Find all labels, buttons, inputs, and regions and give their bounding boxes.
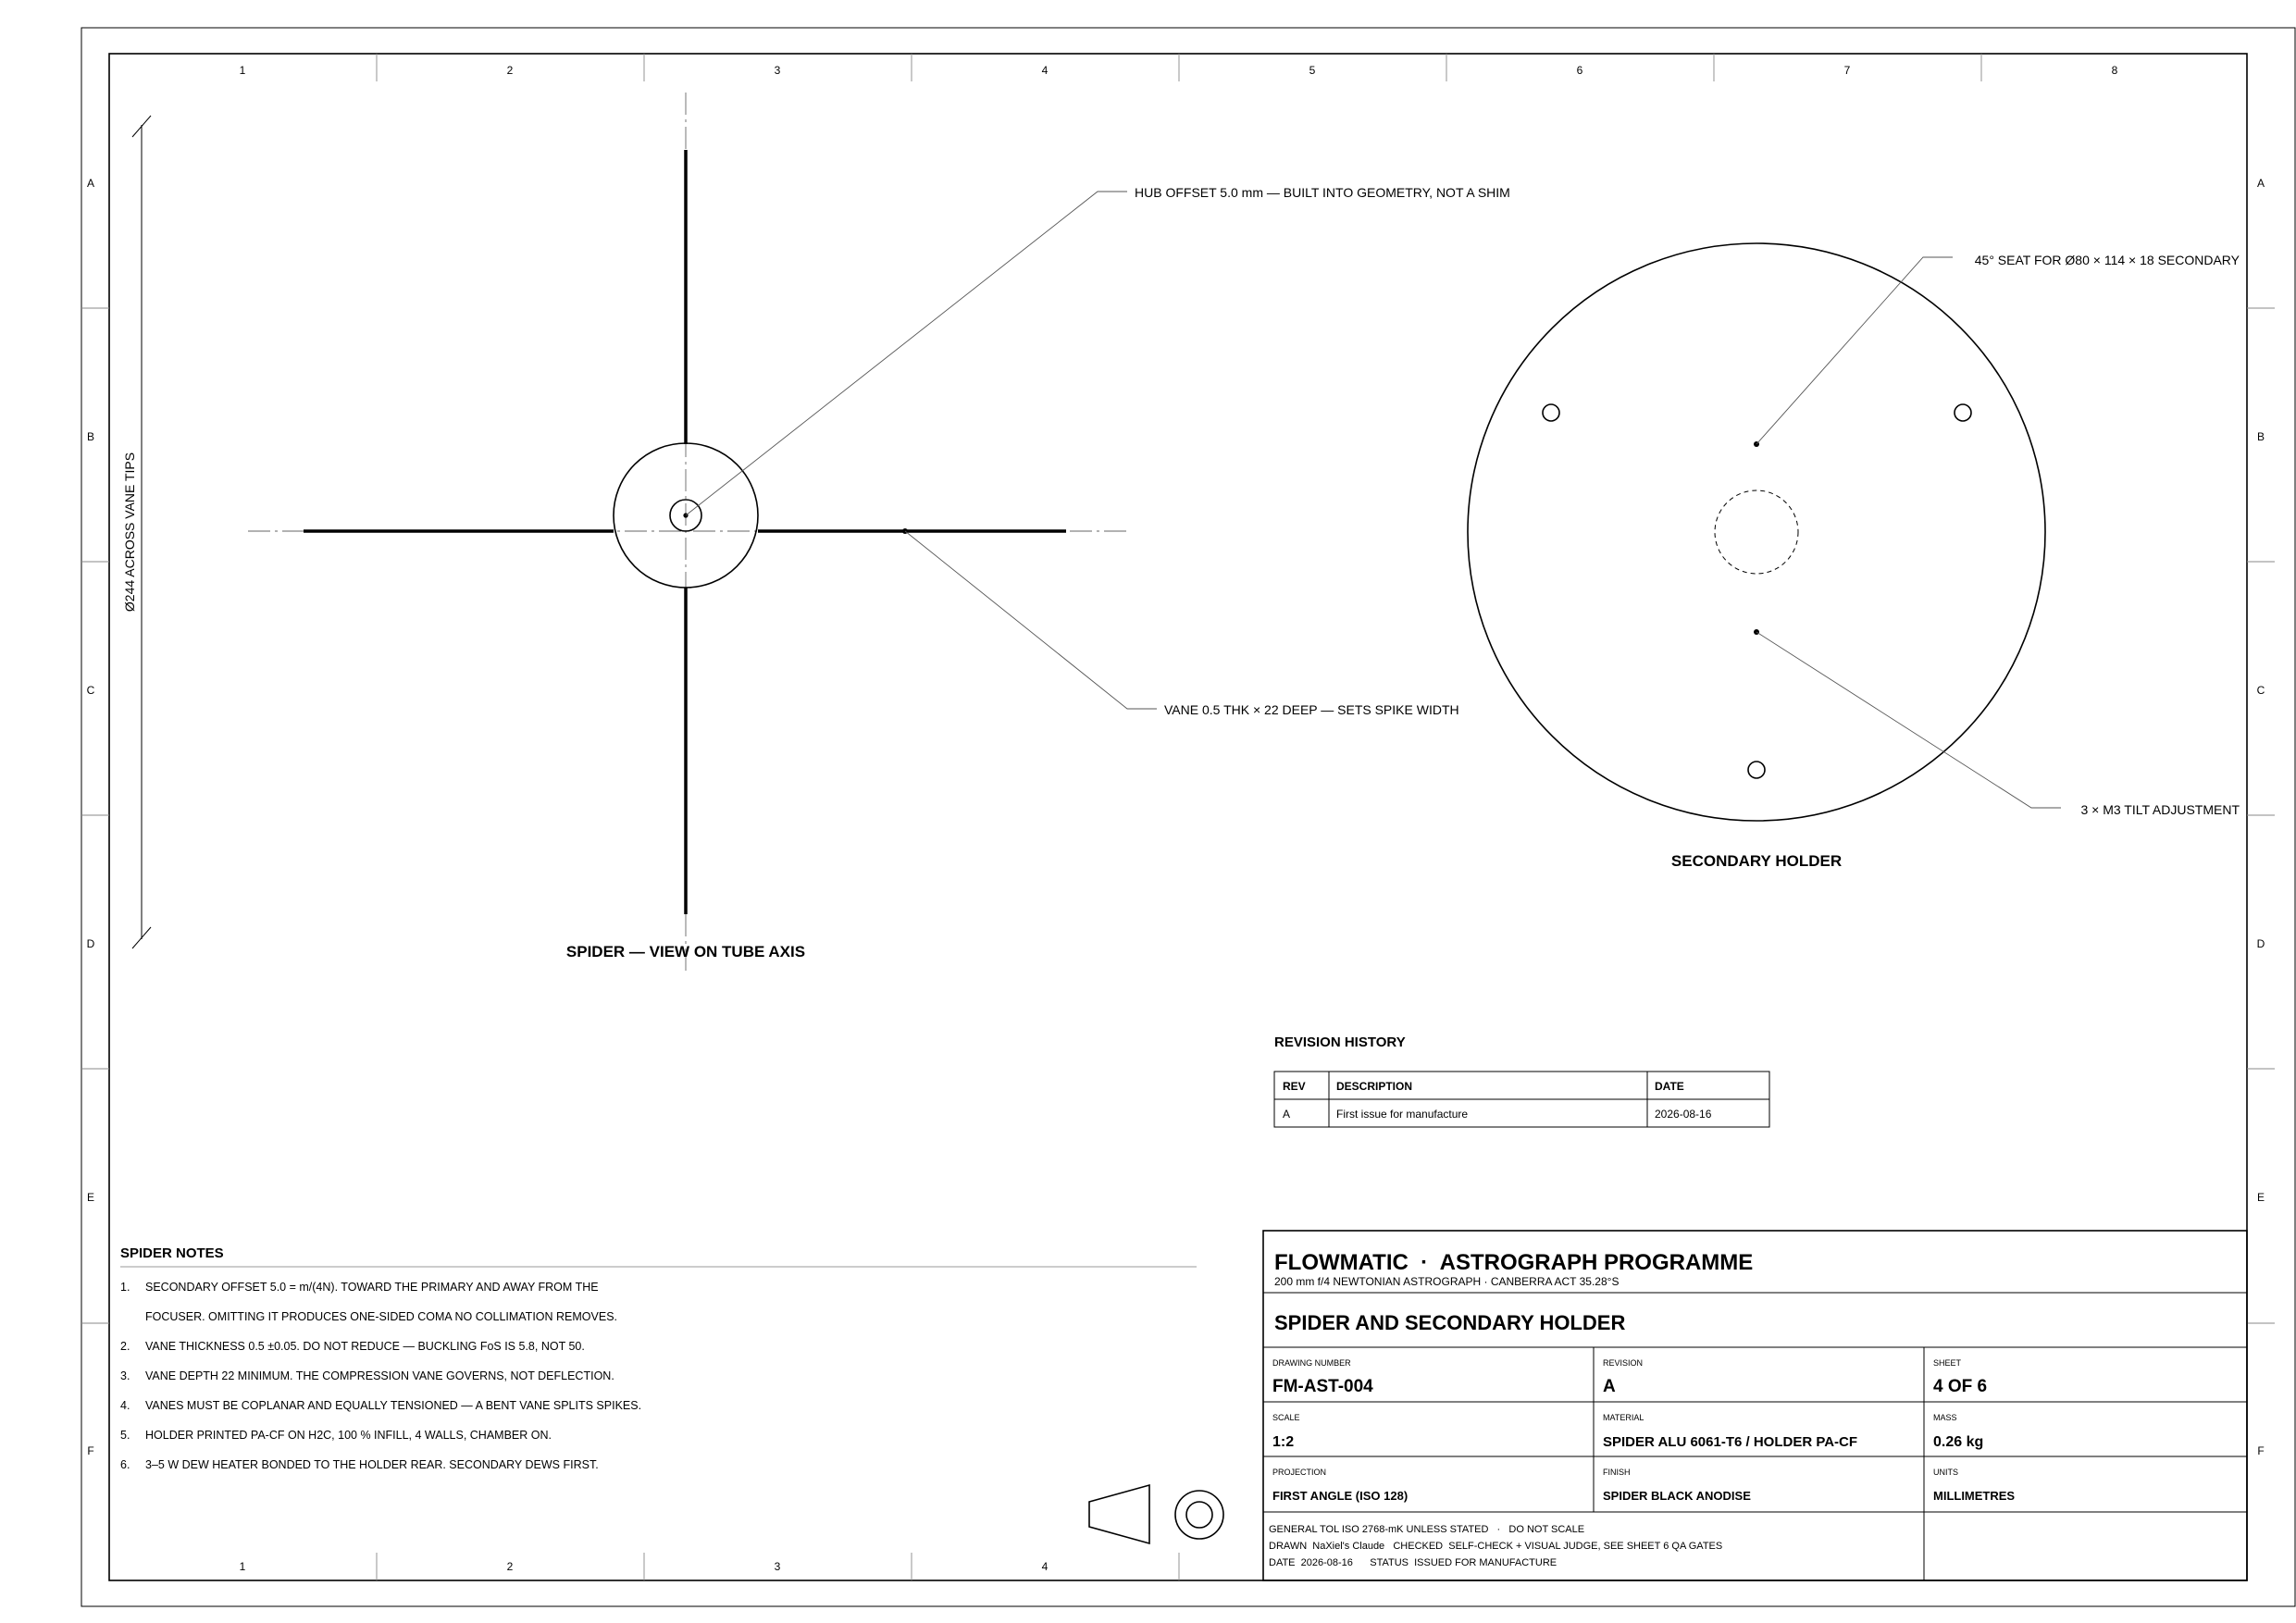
revision-value: A xyxy=(1603,1377,1616,1396)
revision-cell: 2026-08-16 xyxy=(1655,1108,1712,1121)
zone-col-label: 1 xyxy=(239,1560,246,1573)
zone-row-label: D xyxy=(86,937,95,950)
zone-col-label: 3 xyxy=(774,64,781,77)
vane-callout: VANE 0.5 THK × 22 DEEP — SETS SPIKE WIDTH xyxy=(1164,702,1459,717)
seat-callout: 45° SEAT FOR Ø80 × 114 × 18 SECONDARY xyxy=(1974,253,2240,267)
zone-col-label: 8 xyxy=(2111,64,2118,77)
material-value: SPIDER ALU 6061-T6 / HOLDER PA-CF xyxy=(1603,1434,1858,1450)
revision-cell: A xyxy=(1283,1108,1291,1121)
revision-history xyxy=(1274,1035,1769,1127)
seat-leader xyxy=(1756,257,1953,444)
zone-row-label: E xyxy=(86,1191,95,1204)
note-number: 6. xyxy=(120,1458,130,1471)
dimension-label: Ø244 ACROSS VANE TIPS xyxy=(122,452,137,613)
note-number: 5. xyxy=(120,1429,130,1442)
title-block-footer-line: DRAWN NaXiel's Claude CHECKED SELF-CHECK + VISUAL JUDGE, SEE SHEET 6 QA GATES xyxy=(1269,1541,1723,1552)
hub-leader xyxy=(686,192,1127,515)
note-text: FOCUSER. OMITTING IT PRODUCES ONE-SIDED COMA NO COLLIMATION REMOVES. xyxy=(145,1310,618,1323)
tilt-leader xyxy=(1756,632,2061,808)
spider-view xyxy=(122,93,1510,972)
spider-notes xyxy=(120,1245,1197,1471)
tilt-screw-hole xyxy=(1543,404,1559,421)
note-number: 4. xyxy=(120,1399,130,1412)
note-text: HOLDER PRINTED PA-CF ON H2C, 100 % INFILL, 4 WALLS, CHAMBER ON. xyxy=(145,1429,552,1442)
vane-leader xyxy=(905,531,1157,709)
zone-row-label: A xyxy=(86,177,95,190)
zone-row-label: F xyxy=(87,1444,94,1457)
zone-col-label: 1 xyxy=(239,64,246,77)
zone-col-label: 3 xyxy=(774,1560,781,1573)
projection-symbol-icon xyxy=(1089,1485,1223,1543)
zone-row-label: E xyxy=(2256,1191,2265,1204)
holder-secondary-seat xyxy=(1715,490,1798,574)
revision-header-rev: REV xyxy=(1283,1080,1306,1093)
finish-label: FINISH xyxy=(1603,1468,1631,1477)
revision-header-date: DATE xyxy=(1655,1080,1684,1093)
zone-col-label: 2 xyxy=(506,1560,514,1573)
note-text: VANE DEPTH 22 MINIMUM. THE COMPRESSION VANE GOVERNS, NOT DEFLECTION. xyxy=(145,1369,614,1382)
zone-col-label: 2 xyxy=(506,64,514,77)
secondary-holder-view xyxy=(1468,243,2240,870)
hub-callout: HUB OFFSET 5.0 mm — BUILT INTO GEOMETRY, NOT A SHIM xyxy=(1135,185,1510,200)
title-block-footer-line: DATE 2026-08-16 STATUS ISSUED FOR MANUFACTURE xyxy=(1269,1557,1558,1568)
material-label: MATERIAL xyxy=(1603,1413,1644,1422)
note-text: 3–5 W DEW HEATER BONDED TO THE HOLDER REAR. SECONDARY DEWS FIRST. xyxy=(145,1458,599,1471)
tilt-callout: 3 × M3 TILT ADJUSTMENT xyxy=(2080,802,2240,817)
zone-col-label: 6 xyxy=(1576,64,1583,77)
note-text: VANE THICKNESS 0.5 ±0.05. DO NOT REDUCE — BUCKLING FoS IS 5.8, NOT 50. xyxy=(145,1340,585,1353)
tilt-screw-hole xyxy=(1955,404,1971,421)
zone-col-label: 4 xyxy=(1041,1560,1049,1573)
zone-row-label: C xyxy=(86,684,95,697)
zone-col-label: 5 xyxy=(1309,64,1316,77)
zone-row-label: B xyxy=(2256,430,2265,443)
sheet-value: 4 OF 6 xyxy=(1933,1377,1988,1396)
tilt-screw-hole xyxy=(1748,762,1765,778)
revision-cell: First issue for manufacture xyxy=(1336,1108,1469,1121)
zone-row-label: A xyxy=(2256,177,2265,190)
zone-row-label: F xyxy=(2257,1444,2265,1457)
title-block-footer-line: GENERAL TOL ISO 2768-mK UNLESS STATED · DO NOT SCALE xyxy=(1269,1524,1585,1535)
note-number: 3. xyxy=(120,1369,130,1382)
holder-outline xyxy=(1468,243,2045,821)
units-value: MILLIMETRES xyxy=(1933,1489,2016,1503)
revision-history-title: REVISION HISTORY xyxy=(1274,1035,1406,1050)
zone-row-label: D xyxy=(2256,937,2265,950)
title-block-org: FLOWMATIC · ASTROGRAPH PROGRAMME xyxy=(1274,1250,1754,1275)
drawing-number: FM-AST-004 xyxy=(1272,1377,1373,1396)
note-number: 1. xyxy=(120,1281,130,1294)
spider-view-title: SPIDER — VIEW ON TUBE AXIS xyxy=(565,943,806,960)
units-label: UNITS xyxy=(1933,1468,1958,1477)
title-block xyxy=(1263,1231,2247,1580)
note-number: 2. xyxy=(120,1340,130,1353)
zone-col-label: 7 xyxy=(1843,64,1851,77)
title-block-subtitle: 200 mm f/4 NEWTONIAN ASTROGRAPH · CANBERRA ACT 35.28°S xyxy=(1274,1275,1620,1288)
drawing-number-label: DRAWING NUMBER xyxy=(1272,1358,1351,1368)
note-text: VANES MUST BE COPLANAR AND EQUALLY TENSIONED — A BENT VANE SPLITS SPIKES. xyxy=(145,1399,642,1412)
finish-value: SPIDER BLACK ANODISE xyxy=(1603,1489,1751,1503)
notes-title: SPIDER NOTES xyxy=(120,1245,224,1261)
zone-col-label: 4 xyxy=(1041,64,1049,77)
scale-label: SCALE xyxy=(1272,1413,1300,1422)
zone-row-label: C xyxy=(2256,684,2265,697)
note-text: SECONDARY OFFSET 5.0 = m/(4N). TOWARD THE PRIMARY AND AWAY FROM THE xyxy=(145,1281,599,1294)
revision-label: REVISION xyxy=(1603,1358,1644,1368)
projection-label: PROJECTION xyxy=(1272,1468,1327,1477)
revision-header-description: DESCRIPTION xyxy=(1336,1080,1413,1093)
mass-label: MASS xyxy=(1933,1413,1957,1422)
mass-value: 0.26 kg xyxy=(1933,1434,1984,1450)
zone-row-label: B xyxy=(86,430,95,443)
scale-value: 1:2 xyxy=(1272,1434,1295,1450)
sheet-label: SHEET xyxy=(1933,1358,1962,1368)
holder-view-title: SECONDARY HOLDER xyxy=(1670,852,1843,870)
projection-value: FIRST ANGLE (ISO 128) xyxy=(1272,1489,1409,1503)
title-block-title: SPIDER AND SECONDARY HOLDER xyxy=(1274,1311,1626,1334)
